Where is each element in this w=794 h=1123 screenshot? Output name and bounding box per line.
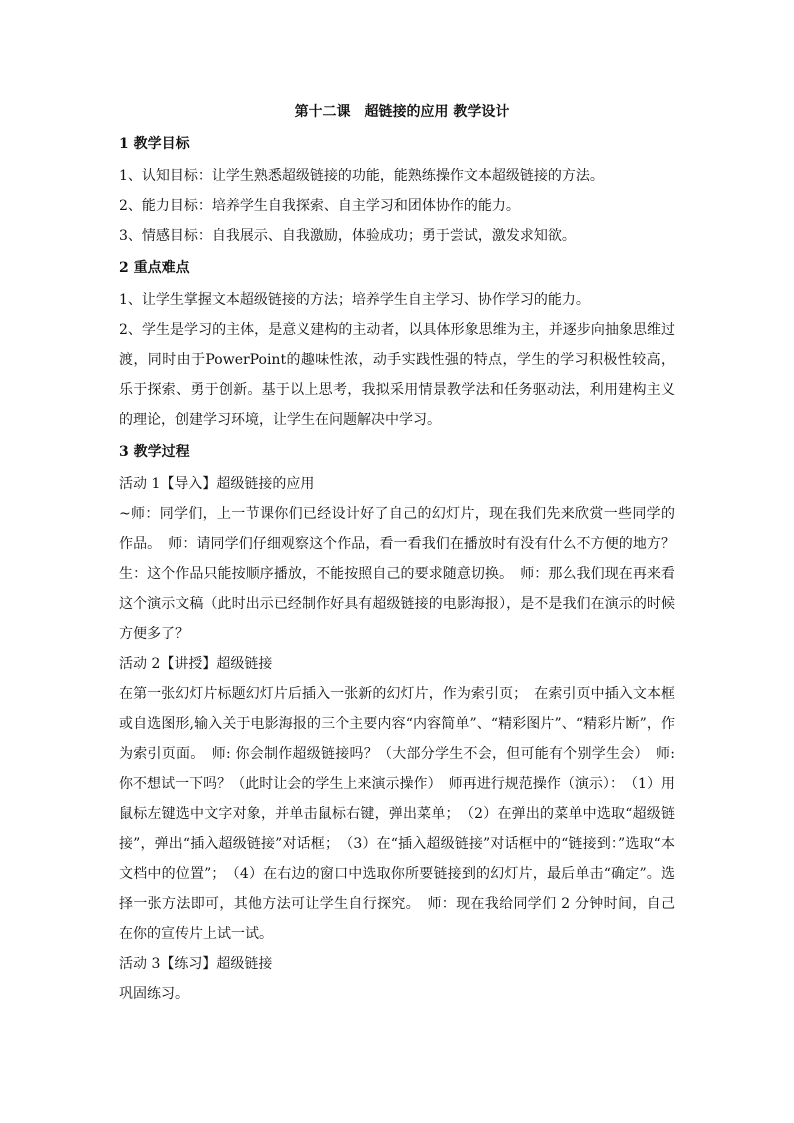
document-title: 第十二课 超链接的应用 教学设计 — [294, 104, 510, 120]
activity-heading: 活动 3【练习】超级链接 — [119, 956, 273, 972]
paragraph: 1、让学生掌握文本超级链接的方法；培养学生自主学习、协作学习的能力。 — [119, 292, 590, 308]
document-page — [119, 101, 675, 1009]
paragraph: 2、学生是学习的主体，是意义建构的主动者，以具体形象思维为主，并逐步向抽象思维过渡，同时由于PowerPoint的趣味性浓，动手实践性强的特点，学生的学习积极性较高，乐于探索、勇于创新。基于以上思考，我拟采用情景教学法和任务驱动法，利用建构主义的理论，创建学习环境，让学生在问题解决中学习。 — [119, 322, 675, 428]
paragraph: 1、认知目标：让学生熟悉超级链接的功能，能熟练操作文本超级链接的方法。 — [119, 168, 604, 184]
paragraph: 3、情感目标：自我展示、自我激励，体验成功；勇于尝试，激发求知欲。 — [119, 228, 576, 244]
section-heading: 2 重点难点 — [119, 260, 190, 276]
section-process — [119, 441, 675, 1009]
activity-heading: 活动 1【导入】超级链接的应用 — [119, 476, 315, 492]
paragraph: 2、能力目标：培养学生自我探索、自主学习和团体协作的能力。 — [119, 198, 520, 214]
section-heading: 1 教学目标 — [119, 136, 190, 152]
section-objectives — [119, 133, 675, 251]
section-key-points — [119, 257, 675, 435]
paragraph: 在第一张幻灯片标题幻灯片后插入一张新的幻灯片，作为索引页； 在索引页中插入文本框或自选图形,输入关于电影海报的三个主要内容“内容简单”、“精彩图片”、“精彩片断”，作为索引页面。 师: 你会制作超级链接吗？（大部分学生不会，但可能有个别学生会） 师: 你不想试一下吗？（此时让会的学生上来演示操作） 师再进行规范操作（演示）： （1）用鼠标左键选中文字对象，并单击鼠标右键，弹出菜单； （2）在弹出的菜单中选取“超级链接”，弹出“插入超级链接”对话框； （3）在“插入超级链接”对话框中的“链接到：”选取“本文档中的位置”； （4）在右边的窗口中选取你所要链接到的幻灯片，最后单击“确定”。选择一张方法即可，其他方法可让学生自行探究。 师：现在我给同学们 2 分钟时间，自己在你的宣传片上试一试。 — [119, 686, 675, 942]
paragraph: 巩固练习。 — [119, 986, 189, 1002]
activity-heading: 活动 2【讲授】超级链接 — [119, 656, 273, 672]
section-heading: 3 教学过程 — [119, 444, 190, 460]
paragraph: ~师：同学们，上一节课你们已经设计好了自己的幻灯片，现在我们先来欣赏一些同学的作品。 师：请同学们仔细观察这个作品，看一看我们在播放时有没有什么不方便的地方？生：这个作品只能按顺序播放，不能按照自己的要求随意切换。 师：那么我们现在再来看这个演示文稿（此时出示已经制作好具有超级链接的电影海报），是不是我们在演示的时候方便多了？ — [119, 506, 675, 642]
